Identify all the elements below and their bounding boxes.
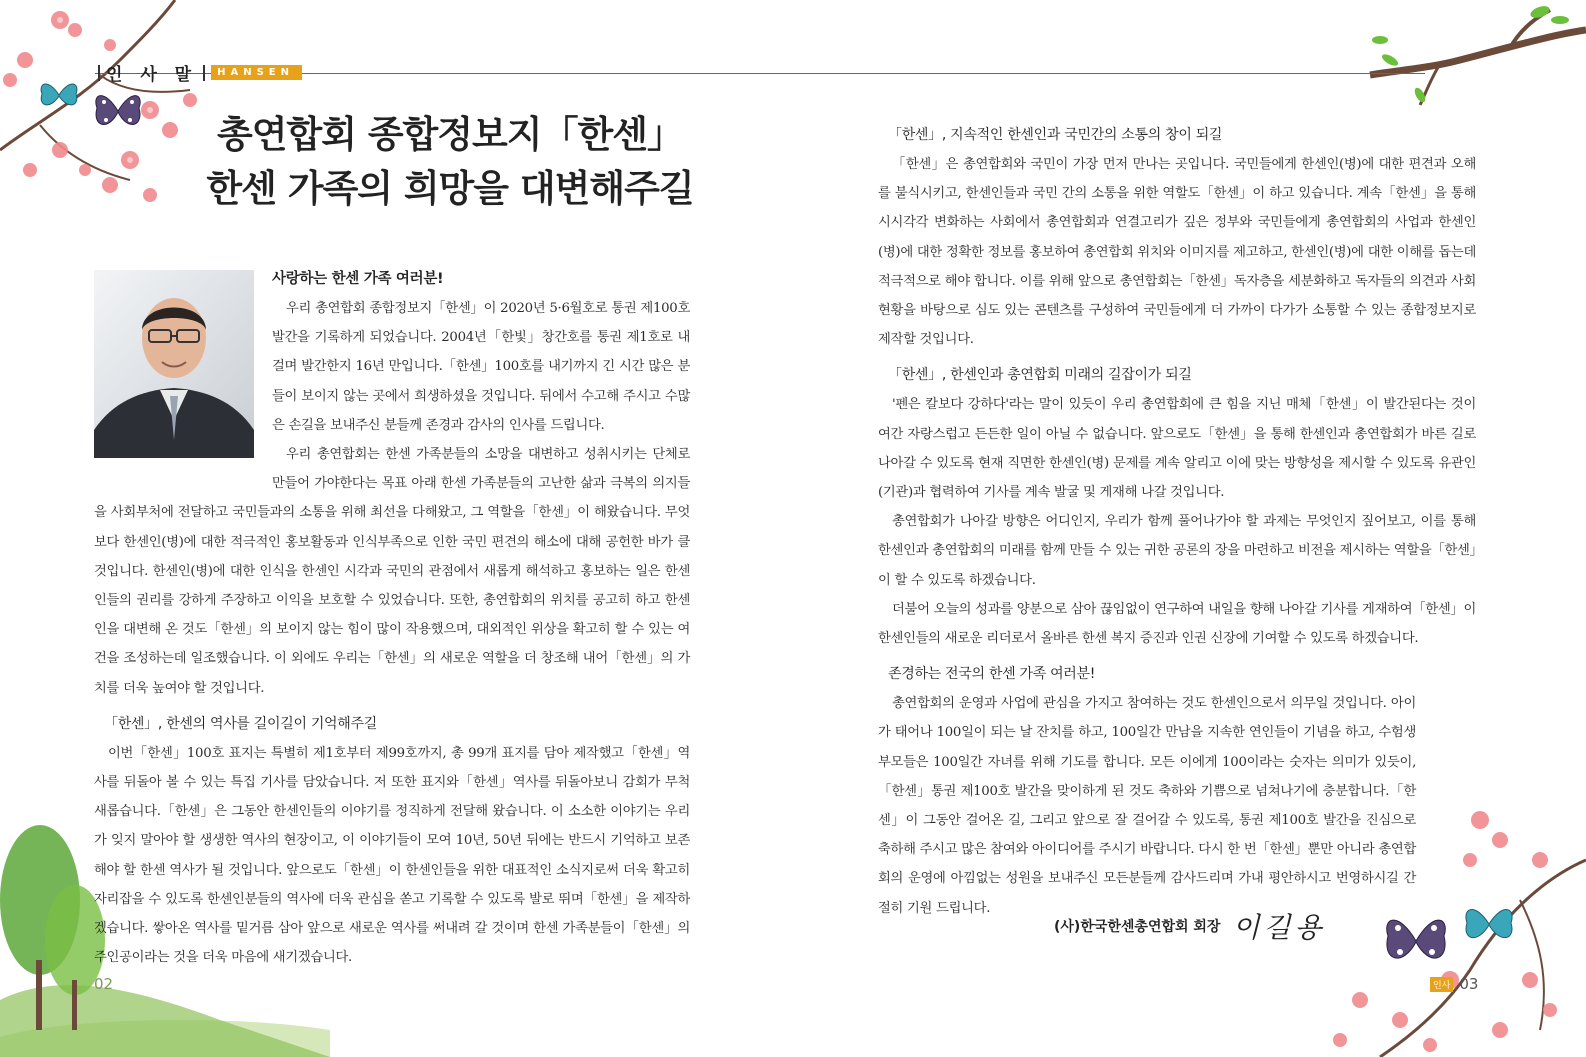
section-badge: HANSEN (211, 65, 302, 80)
article-title-line1: 총연합회 종합정보지「한센」 (216, 113, 684, 156)
section-divider (98, 65, 100, 81)
body-paragraph: 이번「한센」100호 표지는 특별히 제1호부터 제99호까지, 총 99개 표지를 담아 제작했고「한센」역사를 뒤돌아 볼 수 있는 특집 기사를 담았습니다. 저 또한 표지와「한센」역사를 뒤돌아보니 감회가 무척 새롭습니다.「한센」은 그동안 한센인들의 이야기를 정직하게 전달해 왔습니다. 이 소소한 이야기는 우리가 잊지 말아야 할 생생한 역사의 현장이고, 이 이야기들이 모여 10년, 50년 뒤에는 반드시 기억하고 보존해야 할 한센 역사가 될 것입니다. 앞으로도「한센」이 한센인들을 위한 대표적인 소식지로써 더욱 확고히 자리잡을 수 있도록 한센인분들의 역사에 더욱 관심을 쏟고 기록할 수 있도록 발로 뛰며「한센」을 제작하겠습니다. 쌓아온 역사를 밑거름 삼아 앞으로 새로운 역사를 써내려 갈 것이며 한센 가족분들이「한센」의 주인공이라는 것을 더욱 마음에 새기겠습니다. (94, 745, 690, 966)
page-section-tag: 인사 (1430, 977, 1453, 992)
body-paragraph: 우리 총연합회는 한센 가족분들의 소망을 대변하고 성취시키는 단체로 만들어 가야한다는 목표 아래 한센 가족분들의 고난한 삶과 극복의 의지들을 사회부처에 전달하고 국민들과의 소통을 위해 최선을 다해왔고, 그 역할을「한센」이 해왔습니다. 무엇보다 한센인(병)에 대한 적극적인 홍보활동과 인식부족으로 인한 국민 편견의 해소에 대해 공헌한 바가 클 것입니다. 한센인(병)에 대한 인식을 한센인 시각과 국민의 관점에서 새롭게 해석하고 홍보하는 일은 한센인들의 권리를 강하게 주장하고 이익을 보호할 수 있었습니다. 또한, 총연합회의 위치를 공고히 하고 한센인을 대변해 온 것도「한센」의 보이지 않는 힘이 많이 작용했으며, 대외적인 위상을 확고히 할 수 있는 여건을 조성하는데 일조했습니다. 이 외에도 우리는「한센」의 새로운 역할을 더 창조해 내어「한센」의 가치를 더욱 높여야 할 것입니다. (94, 447, 690, 696)
body-paragraph: 총연합회가 나아갈 방향은 어디인지, 우리가 함께 풀어나가야 할 과제는 무엇인지 짚어보고, 이를 통해 한센인과 총연합회의 미래를 함께 만들 수 있는 귀한 공론의 장을 마련하고 비전을 제시하는 역할을「한센」이 할 수 있도록 하겠습니다. (878, 514, 1476, 588)
right-column (878, 120, 1476, 923)
tree-branch-top-right-illustration (1350, 0, 1586, 110)
signature-organization: (사)한국한센총연합회 회장 (1054, 919, 1221, 935)
body-paragraph: 총연합회의 운영과 사업에 관심을 가지고 참여하는 것도 한센인으로서 의무일 것입니다. 아이가 태어나 100일이 되는 날 잔치를 하고, 100일간 만남을 지속한 연인들이 기념을 하고, 수험생 부모들은 100일간 자녀를 위해 기도를 합니다. 모든 이에게 100이라는 숫자는 의미가 있듯이,「한센」통권 제100호 발간을 맞이하게 된 것도 축하와 기쁨으로 넘쳐나기에 충분합니다.「한센」이 그동안 걸어온 길, 그리고 앞으로 잘 걸어갈 수 있도록, 통권 제100호 발간을 진심으로 축하해 주시고 많은 참여와 아이디어를 주시기 바랍니다. 다시 한 번「한센」뿐만 아니라 총연합회의 운영에 아낌없는 성원을 보내주신 모든분들께 감사드리며 가내 평안하시고 번영하시길 간절히 기원 드립니다. (878, 696, 1416, 916)
page-number-right-group (1430, 975, 1478, 993)
section-label (98, 60, 302, 85)
page-number-right: 03 (1459, 975, 1479, 993)
section-divider (203, 65, 205, 81)
section-title: 인 사 말 (106, 65, 198, 85)
butterfly-teal-icon (38, 78, 80, 112)
section-heading: 「한센」, 지속적인 한센인과 국민간의 소통의 창이 되길 (888, 127, 1223, 143)
body-paragraph: '펜은 칼보다 강하다'라는 말이 있듯이 우리 총연합회에 큰 힘을 지닌 매체「한센」이 발간된다는 것이 여간 자랑스럽고 든든한 일이 아닐 수 없습니다. 앞으로도「한센」을 통해 한센인과 총연합회가 바른 길로 나아갈 수 있도록 현재 직면한 한센인(병) 문제를 계속 알리고 이에 맞는 방향성을 제시할 수 있도록 유관인(기관)과 협력하여 기사를 계속 발굴 및 게재해 나갈 것입니다. (878, 397, 1476, 501)
page-number-left: 02 (94, 975, 114, 993)
greeting-heading: 사랑하는 한센 가족 여러분! (272, 271, 444, 287)
section-heading: 「한센」, 한센의 역사를 길이길이 기억해주길 (104, 715, 377, 732)
body-paragraph: 우리 총연합회 종합정보지「한센」이 2020년 5·6월호로 통권 제100호 발간을 기록하게 되었습니다. 2004년「한빛」창간호를 통권 제1호로 내걸며 발간한지 16년 만입니다.「한센」100호를 내기까지 긴 시간 많은 분들이 보이지 않는 곳에서 희생하셨을 것입니다. 뒤에서 수고해 주시고 수많은 손길을 보내주신 분들께 존경과 감사의 인사를 드립니다. (272, 301, 690, 433)
body-paragraph: 더불어 오늘의 성과를 양분으로 삼아 끊임없이 연구하여 내일을 향해 나아갈 기사를 게재하여「한센」이 한센인들의 새로운 리더로서 올바른 한센 복지 증진과 인권 신장에 기여할 수 있도록 하겠습니다. (878, 601, 1476, 647)
left-column (94, 264, 690, 972)
signature-name: 이길용 (1232, 911, 1326, 944)
article-title-line2: 한센 가족의 희망을 대변해주길 (206, 167, 694, 210)
signature-block (1054, 906, 1326, 946)
body-paragraph: 「한센」은 총연합회와 국민이 가장 먼저 만나는 곳입니다. 국민들에게 한센인(병)에 대한 편견과 오해를 불식시키고, 한센인들과 국민 간의 소통을 위한 역할도「한센」이 하고 있습니다. 계속「한센」을 통해 시시각각 변화하는 사회에서 총연합회과 연결고리가 깊은 정부와 국민들에게 총연합회의 사업과 한센인(병)에 대한 정확한 정보를 홍보하여 총연합회 위치와 이미지를 제고하고, 한센인(병)에 대한 이해를 돕는데 적극적으로 해야 합니다. 이를 위해 앞으로 총연합회는「한센」독자층을 세분화하고 독자들의 의견과 사회 현황을 바탕으로 심도 있는 콘텐츠를 구성하여 국민들에게 더 가까이 다가가 소통할 수 있는 종합정보지로 제작할 것입니다. (878, 157, 1476, 348)
butterfly-purple-icon (92, 88, 144, 134)
closing-heading: 존경하는 전국의 한센 가족 여러분! (888, 666, 1096, 683)
section-heading: 「한센」, 한센인과 총연합회 미래의 길잡이가 되길 (888, 367, 1192, 384)
